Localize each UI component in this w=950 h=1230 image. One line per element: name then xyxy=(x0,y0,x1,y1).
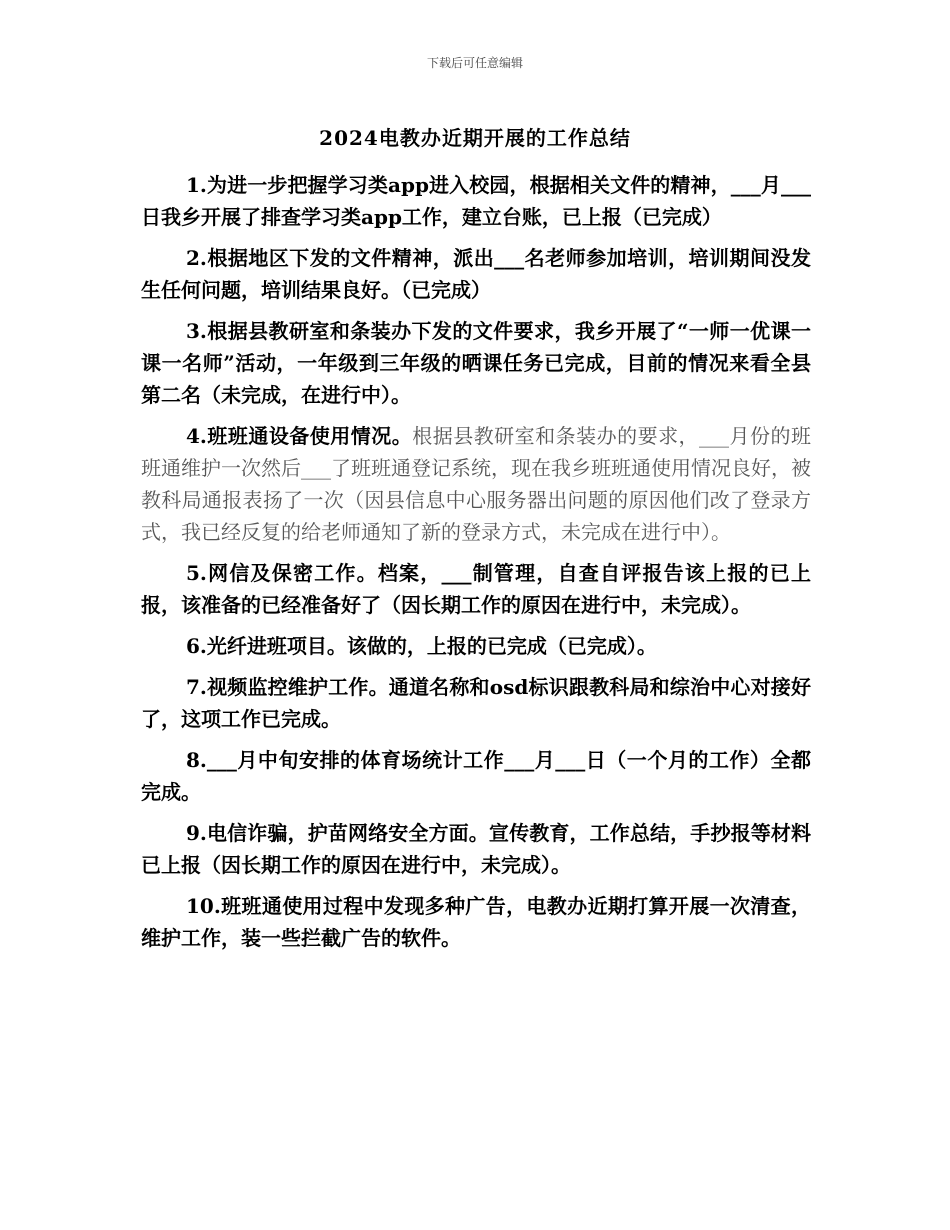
paragraph-bold-text: 10.班班通使用过程中发现多种广告，电教办近期打算开展一次清查，维护工作，装一些拦截广告的软件。 xyxy=(141,894,811,950)
paragraph-bold-text: 6.光纤进班项目。该做的，上报的已完成（已完成）。 xyxy=(186,634,657,658)
paragraph-5 xyxy=(141,557,811,621)
paragraph-bold-text: 1.为进一步把握学习类app进入校园，根据相关文件的精神，___月___日我乡开展了排查学习类app工作，建立台账，已上报（已完成） xyxy=(141,173,811,229)
paragraph-bold-text: 5.网信及保密工作。档案，___制管理，自查自评报告该上报的已上报，该准备的已经准备好了（因长期工作的原因在进行中，未完成）。 xyxy=(141,561,811,617)
paragraph-4 xyxy=(141,420,811,548)
page-header: 下载后可任意编辑 xyxy=(426,56,523,70)
paragraph-10 xyxy=(141,890,811,954)
paragraph-2 xyxy=(141,242,811,306)
paragraph-6 xyxy=(141,630,811,662)
paragraph-bold-text: 9.电信诈骗，护苗网络安全方面。宣传教育，工作总结，手抄报等材料已上报（因长期工作的原因在进行中，未完成）。 xyxy=(141,821,811,877)
paragraph-bold-text: 8.___月中旬安排的体育场统计工作___月___日（一个月的工作）全都完成。 xyxy=(141,748,811,804)
paragraph-bold-text: 2.根据地区下发的文件精神，派出___名老师参加培训，培训期间没发生任何问题，培训结果良好。（已完成） xyxy=(141,246,811,302)
document-title: 2024电教办近期开展的工作总结 xyxy=(319,126,631,150)
paragraph-bold-text: 7.视频监控维护工作。通道名称和osd标识跟教科局和综治中心对接好了，这项工作已完成。 xyxy=(141,675,811,731)
paragraph-1 xyxy=(141,169,811,233)
paragraph-9 xyxy=(141,817,811,881)
paragraph-3 xyxy=(141,315,811,411)
document-body xyxy=(141,169,811,963)
paragraph-7 xyxy=(141,671,811,735)
paragraph-bold-text: 4.班班通设备使用情况。 xyxy=(186,424,413,448)
paragraph-normal-text: 根据县教研室和条装办的要求，___月份的班班通维护一次然后___了班班通登记系统，现在我乡班班通使用情况良好，被教科局通报表扬了一次（因县信息中心服务器出问题的原因他们改了登录方式，我已经反复的给老师通知了新的登录方式，未完成在进行中）。 xyxy=(141,424,811,544)
paragraph-bold-text: 3.根据县教研室和条装办下发的文件要求，我乡开展了“一师一优课一课一名师”活动，一年级到三年级的晒课任务已完成，目前的情况来看全县第二名（未完成，在进行中）。 xyxy=(141,319,811,407)
paragraph-8 xyxy=(141,744,811,808)
